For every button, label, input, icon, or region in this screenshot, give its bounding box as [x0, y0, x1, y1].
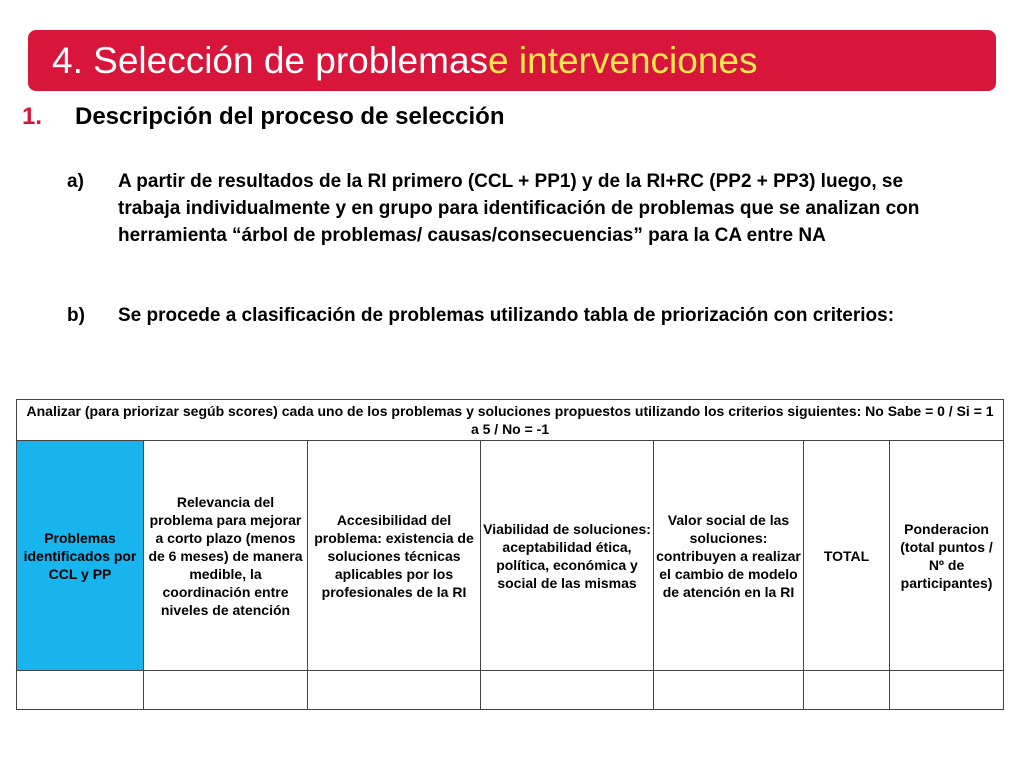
- table-cell[interactable]: [481, 671, 654, 710]
- table-row: [17, 671, 1004, 710]
- section-number: 1.: [22, 103, 43, 130]
- list-text-b: Se procede a clasificación de problemas utilizando tabla de priorización con criterios:: [118, 305, 895, 326]
- table-cell[interactable]: [654, 671, 804, 710]
- list-marker-a: a): [67, 171, 84, 192]
- table-cell[interactable]: [308, 671, 481, 710]
- slide-title-main: 4. Selección de problemas: [52, 39, 489, 81]
- header-relevance: Relevancia del problema para mejorar a corto plazo (menos de 6 meses) de manera medible, la coordinación entre niveles de atención: [144, 441, 308, 671]
- section-heading: [22, 103, 505, 131]
- list-item-a: [67, 168, 967, 249]
- table-cell[interactable]: [804, 671, 890, 710]
- table-cell[interactable]: [890, 671, 1004, 710]
- slide-title-accent: e intervenciones: [488, 39, 758, 81]
- list-marker-b: b): [67, 305, 85, 326]
- prioritization-table: [16, 399, 1004, 710]
- header-accessibility: Accesibilidad del problema: existencia de soluciones técnicas aplicables por los profesionales de la RI: [308, 441, 481, 671]
- header-viability: Viabilidad de soluciones: aceptabilidad ética, política, económica y social de las mismas: [481, 441, 654, 671]
- table-instruction: Analizar (para priorizar segúb scores) cada uno de los problemas y soluciones propuestos utilizando los criterios siguientes: No Sabe = 0 / Si = 1 a 5 / No = -1: [17, 400, 1004, 441]
- header-total: TOTAL: [804, 441, 890, 671]
- table-header-row: [17, 441, 1004, 671]
- list-item-b: [67, 302, 967, 329]
- section-heading-text: Descripción del proceso de selección: [75, 103, 505, 130]
- header-social-value: Valor social de las soluciones: contribuyen a realizar el cambio de modelo de atención en la RI: [654, 441, 804, 671]
- header-problems: Problemas identificados por CCL y PP: [17, 441, 144, 671]
- table-cell[interactable]: [17, 671, 144, 710]
- list-text-a: A partir de resultados de la RI primero (CCL + PP1) y de la RI+RC (PP2 + PP3) luego, se trabaja individualmente y en grupo para identificación de problemas que se analizan con herramienta “árbol de problemas/ causas/consecuencias” para la CA entre NA: [118, 171, 920, 246]
- header-weighting: Ponderacion (total puntos / Nº de participantes): [890, 441, 1004, 671]
- slide-title: [28, 30, 996, 91]
- table-cell[interactable]: [144, 671, 308, 710]
